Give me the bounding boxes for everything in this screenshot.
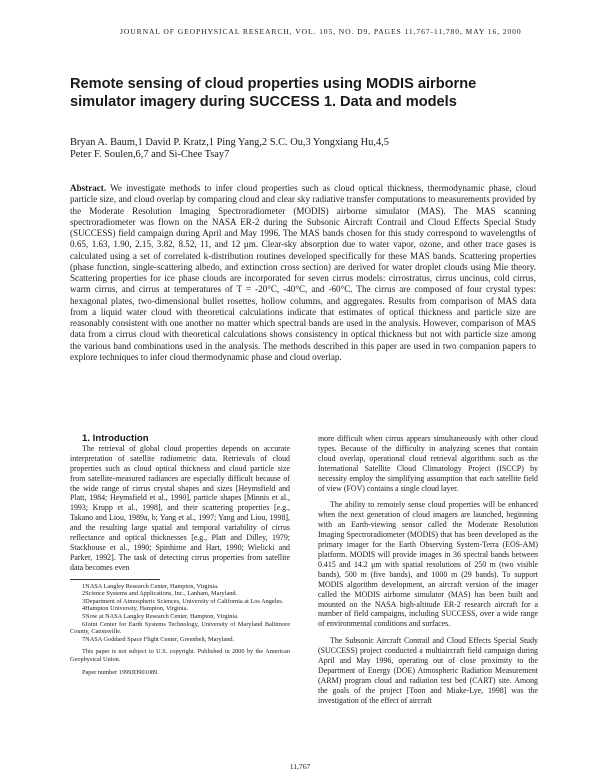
intro-paragraph-4: The Subsonic Aircraft Contrail and Cloud Effects Special Study (SUCCESS) project conducted a multiaircraft field campaign during April and May 1996, operating out of close proximity to the Department of Energy (DOE) Atmospheric Radiation Measurement (ARM) program cloud and radiation test bed (CART) site. Among the goals of the project [Toon and Miake-Lye, 1998] was the investigation of the effect of aircraft: [318, 636, 538, 705]
section-heading: 1. Introduction: [82, 433, 149, 444]
footnote: 4Hampton University, Hampton, Virginia.: [82, 605, 189, 613]
footnotes: [70, 583, 290, 677]
author-list: [70, 137, 540, 162]
footnote: 3Department of Atmospheric Sciences, University of California at Los Angeles.: [82, 597, 284, 605]
footnote: 6Joint Center for Earth Systems Technology, University of Maryland Baltimore County, Catonsville.: [70, 620, 290, 636]
intro-paragraph-1: The retrieval of global cloud properties depends on accurate interpretation of satellite radiometric data. Retrievals of cloud properties such as cloud optical thickness and cloud particle size from satellite-measured radiances are especially difficult because of the wide range of cirrus crystal shapes and sizes [Heymsfield and Platt, 1984; Heymsfield et al., 1990], particle shapes [Minnis et al., 1993; Krupp et al., 1998], and their scattering properties [e.g., Takano and Liou, 1989a, b; Yang et al., 1997; Yang and Liou, 1998], and the resulting large spatial and temporal variability of cirrus reflectance and optical thicknesses [e.g., Platt and Dilley, 1979; Stackhouse et al., 1990; Spinhirne and Hart, 1990; Wielicki and Parker, 1992]. The task of detecting cirrus properties from satellite data becomes even: [70, 443, 290, 572]
abstract: [70, 183, 536, 363]
page-number: 11,767: [289, 762, 311, 771]
footnote: 7NASA Goddard Space Flight Center, Greenbelt, Maryland.: [82, 635, 235, 643]
intro-paragraph-3: The ability to remotely sense cloud properties will be enhanced when the next generation of cloud imagers are launched, beginning with an Earth-viewing sensor called the Moderate Resolution Imaging Spectroradiometer (MODIS) that has been developed as the primary imager for the Earth Observing System-Terra (EOS-AM) platform. MODIS will provide images in 36 spectral bands between 0.415 and 14.2 μm with spatial resolutions of 250 m (two visible bands), 500 m (five bands), and 1000 m (29 bands). To support MODIS algorithm development, an aircraft version of the imager called the MODIS airborne simulator (MAS) has been built and mounted on the NASA high-altitude ER-2 research aircraft for a number of field campaigns, including SUCCESS, over a wide range of environmental conditions and surfaces.: [318, 500, 538, 629]
paper-number: Paper number 1999JD901089.: [82, 668, 159, 676]
copyright-notice: This paper is not subject to U.S. copyright. Published in 2000 by the American Geophysical Union.: [70, 648, 290, 664]
paper-title: Remote sensing of cloud properties using MODIS airborne simulator imagery during SUCCESS 1. Data and models: [70, 76, 477, 110]
abstract-label: Abstract.: [70, 183, 107, 193]
footnote: 1NASA Langley Research Center, Hampton, Virginia.: [82, 582, 219, 590]
author-line-1: Bryan A. Baum,1 David P. Kratz,1 Ping Yang,2 S.C. Ou,3 Yongxiang Hu,4,5: [70, 137, 389, 148]
footnote: 2Science Systems and Applications, Inc., Lanham, Maryland.: [82, 590, 238, 598]
abstract-text: We investigate methods to infer cloud properties such as cloud optical thickness, thermodynamic phase, cloud particle size, and cloud overlap by comparing cloud and clear sky radiative transfer computations to measurements provided by the Moderate Resolution Imaging Spectroradiometer (MODIS) airborne simulator (MAS). The MAS scanning spectroradiometer was flown on the NASA ER-2 during the Subsonic Aircraft Contrail and Cloud Effects Special Study (SUCCESS) field campaign during April and May 1996. The MAS bands chosen for this study correspond to wavelengths of 0.65, 1.63, 1.90, 2.15, 3.82, 8.52, 11, and 12 μm. Clear-sky absorption due to water vapor, ozone, and other trace gases is calculated using a set of correlated k-distribution routines developed specifically for these MAS bands. Scattering properties (phase function, single-scattering albedo, and extinction cross section) are derived for water droplet clouds using Mie theory. Scattering properties for ice phase clouds are incorporated for seven cirrus models: cirrostratus, cirrus uncinus, cold cirrus, warm cirrus, and cirrus at temperatures of T = -20°C, -40°C, and -60°C. The cirrus are composed of four crystal types: hexagonal plates, two-dimensional bullet rosettes, hollow columns, and aggregates. Results from comparison of MAS data from a liquid water cloud with theoretical calculations indicate that estimates of optical thickness and particle size are reasonably consistent with one another no matter which spectral bands are used in the analysis. However, comparison of MAS data from a cirrus cloud with theoretical calculations shows consistency in optical thickness but not with particle size among the various band combinations used in the analysis. The methods described in this paper are used in two companion papers to explore techniques to infer cloud thermodynamic phase and cloud overlap.: [70, 183, 536, 362]
left-column: [70, 434, 290, 676]
author-line-2: Peter F. Soulen,6,7 and Si-Chee Tsay7: [70, 149, 230, 161]
intro-paragraph-2: more difficult when cirrus appears simultaneously with other cloud types. Because of the difficulty in analyzing scenes that contain cloud overlap, operational cloud retrieval algorithms such as the International Satellite Cloud Climatology Project (ISCCP) by necessity employ the simplifying assumption that each satellite field of view (FOV) contains a single cloud layer.: [318, 434, 538, 493]
running-head: JOURNAL OF GEOPHYSICAL RESEARCH, VOL. 105, NO. D9, PAGES 11,767-11,780, MAY 16, 2000: [120, 27, 522, 36]
footnote: 5Now at NASA Langley Research Center, Hampton, Virginia.: [82, 613, 239, 621]
right-column: [318, 434, 538, 706]
footnote-rule: [70, 579, 160, 580]
